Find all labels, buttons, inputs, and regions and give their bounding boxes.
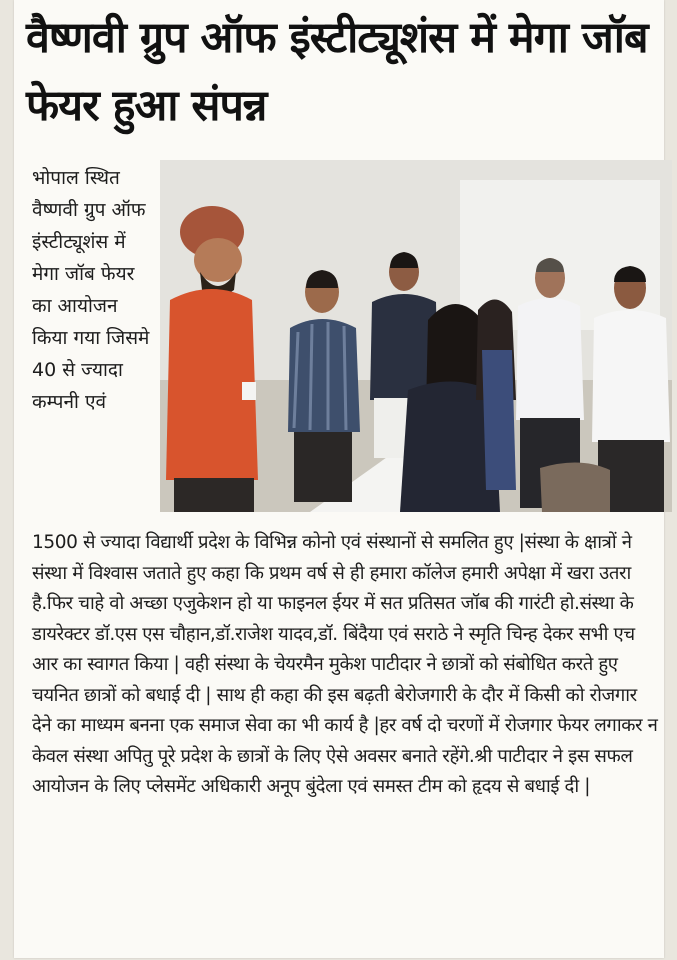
article-body: 1500 से ज्यादा विद्यार्थी प्रदेश के विभिन्न कोनो एवं संस्थानों से समलित हुए |संस्था के क्षात्रों ने संस्था में विश्वास जताते हुए कहा कि प्रथम वर्ष से ही हमारा कॉलेज हमारी अपेक्षा में खरा उतरा है.फिर चाहे वो अच्छा एजुकेशन हो या फाइनल ईयर में सत प्रतिसत जॉब की गारंटी हो.संस्था के डायरेक्टर डॉ.एस एस चौहान,डॉ.राजेश यादव,डॉ. बिंदैया एवं सराठे ने स्मृति चिन्ह देकर सभी एच आर का स्वागत किया | वही संस्था के चेयरमैन मुकेश पाटीदार ने छात्रों को संबोधित करते हुए चयनित छात्रों को बधाई दी | साथ ही कहा की इस बढ़ती बेरोजगारी के दौर में किसी को रोजगार देने का माध्यम बनना एक समाज सेवा का भी कार्य है |हर वर्ष दो चरणों में रोजगार फेयर लगाकर न केवल संस्था अपितु पूरे प्रदेश के छात्रों के लिए ऐसे अवसर बनाते रहेंगे.श्री पाटीदार ने इस सफल आयोजन के लिए प्लेसमेंट अधिकारी अनूप बुंदेला एवं समस्त टीम को हृदय से बधाई दी | <box>32 532 658 797</box>
newspaper-clipping <box>14 0 664 958</box>
headline: वैष्णवी ग्रुप ऑफ इंस्टीट्यूशंस में मेगा जॉब फेयर हुआ संपन्न <box>26 13 648 131</box>
group-photo-icon <box>160 160 672 512</box>
lead-column: भोपाल स्थित वैष्णवी ग्रुप ऑफ इंस्टीट्यूशंस में मेगा जॉब फेयर का आयोजन किया गया जिसमे 40 से ज्यादा कम्पनी एवं <box>32 167 150 413</box>
event-photo <box>160 160 672 512</box>
